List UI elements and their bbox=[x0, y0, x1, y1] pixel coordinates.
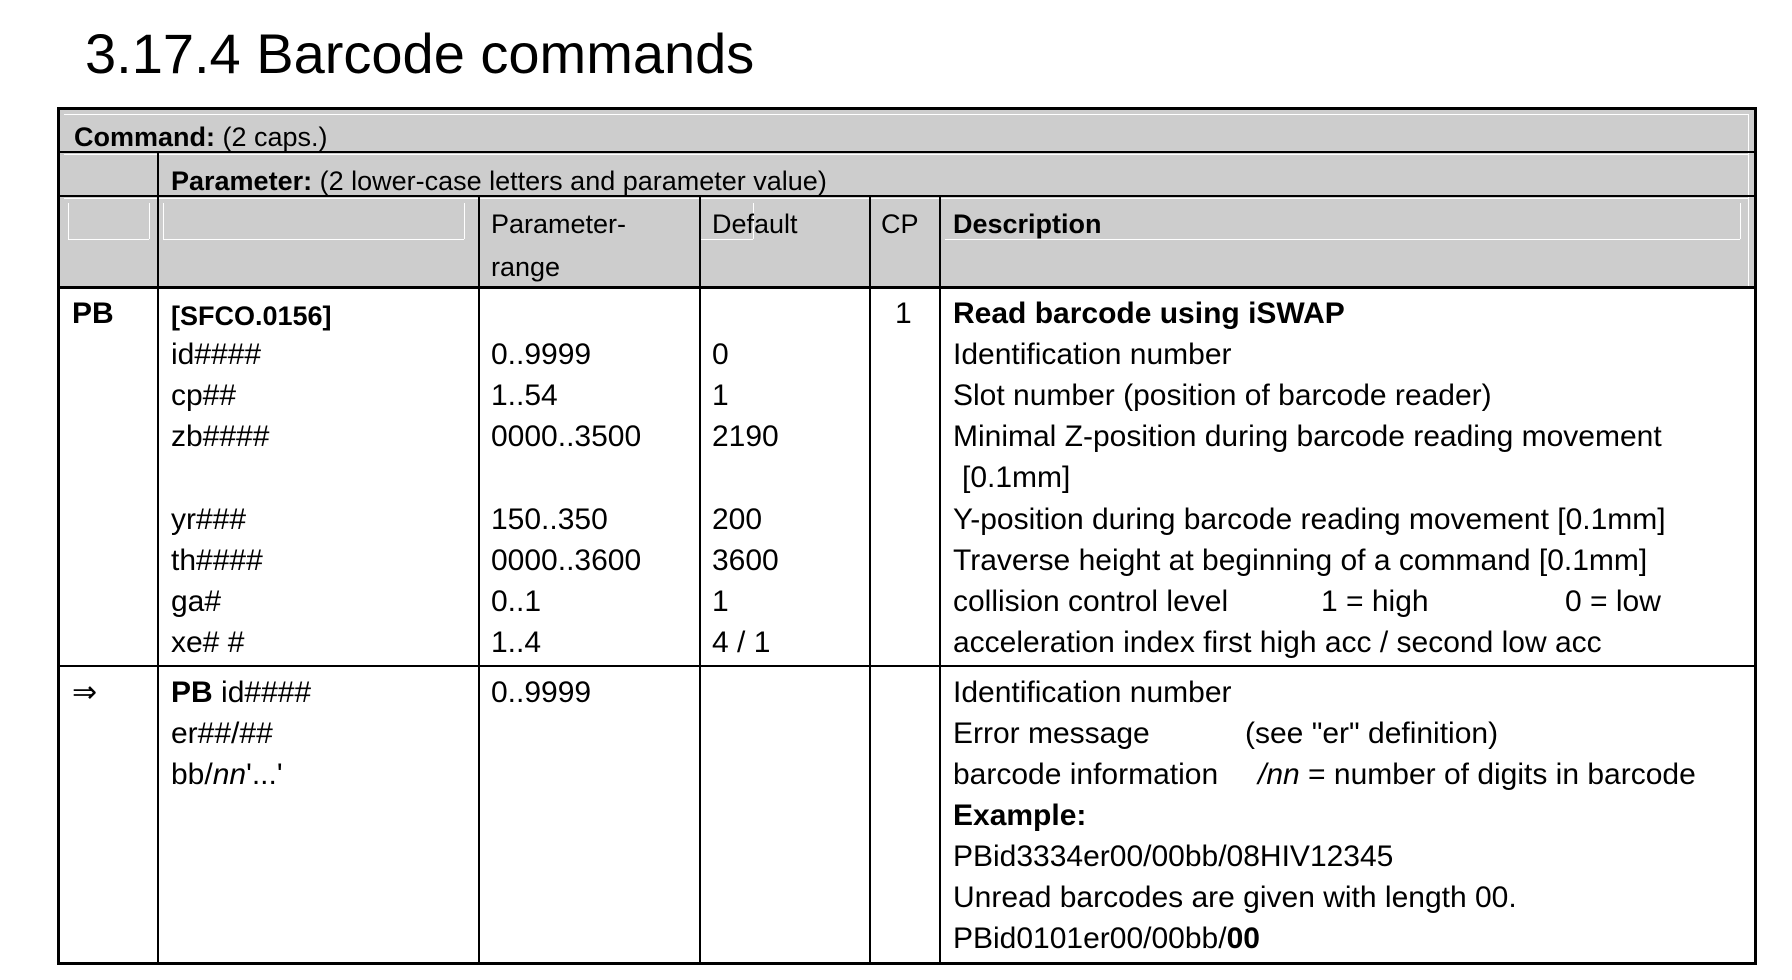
column-header-range: range bbox=[491, 252, 561, 282]
example-label: Example: bbox=[953, 799, 1087, 832]
header-inner-line bbox=[1748, 114, 1749, 286]
command-note: (2 caps.) bbox=[222, 122, 328, 152]
param-description: acceleration index first high acc / second low acc bbox=[953, 626, 1602, 659]
param-default: 3600 bbox=[712, 544, 779, 577]
column-header-range: Parameter- bbox=[491, 209, 627, 239]
parameter-label: Parameter: bbox=[171, 166, 313, 196]
response-id-range: 0..9999 bbox=[491, 676, 592, 709]
header-inner-line bbox=[1740, 203, 1741, 239]
section-number: 3.17.4 bbox=[85, 22, 241, 85]
param-description: Minimal Z-position during barcode reading movement bbox=[953, 420, 1662, 453]
example-line bbox=[953, 918, 1260, 959]
param-name: ga# bbox=[171, 585, 222, 618]
example2-bold: 00 bbox=[1226, 922, 1260, 955]
column-separator bbox=[478, 197, 480, 962]
response-arrow-icon: ⇒ bbox=[72, 676, 98, 709]
command-label: Command: bbox=[74, 122, 215, 152]
param-name: th#### bbox=[171, 544, 263, 577]
header-inner-line bbox=[64, 114, 1749, 115]
command-header bbox=[74, 120, 328, 154]
column-separator bbox=[869, 197, 871, 962]
header-inner-line bbox=[163, 239, 464, 240]
param-option-high: 1 = high bbox=[1321, 585, 1429, 618]
parameter-header bbox=[171, 164, 827, 198]
column-separator bbox=[157, 151, 159, 962]
param-range: 0..9999 bbox=[491, 338, 592, 371]
example-line: PBid3334er00/00bb/08HIV12345 bbox=[953, 840, 1394, 873]
column-header-default: Default bbox=[712, 209, 798, 239]
param-range: 1..4 bbox=[491, 626, 542, 659]
param-range: 0000..3500 bbox=[491, 420, 642, 453]
response-code: PB bbox=[171, 676, 213, 709]
barcode-command-table bbox=[57, 107, 1757, 965]
param-range: 150..350 bbox=[491, 503, 608, 536]
param-name: cp## bbox=[171, 379, 237, 412]
response-er-note: (see "er" definition) bbox=[1245, 717, 1499, 750]
response-er-description: Error message bbox=[953, 717, 1150, 750]
param-default: 1 bbox=[712, 585, 729, 618]
param-default: 2190 bbox=[712, 420, 779, 453]
command-summary: Read barcode using iSWAP bbox=[953, 297, 1345, 330]
response-id-description: Identification number bbox=[953, 676, 1232, 709]
response-bb-note bbox=[1258, 754, 1696, 795]
param-description: Identification number bbox=[953, 338, 1232, 371]
command-code: PB bbox=[72, 297, 114, 330]
response-bb-param bbox=[171, 754, 283, 795]
param-description: Y-position during barcode reading movement [0.1mm] bbox=[953, 503, 1666, 536]
header-inner-line bbox=[464, 203, 465, 239]
column-separator bbox=[939, 197, 941, 962]
row-separator bbox=[60, 286, 1754, 289]
section-title: Barcode commands bbox=[256, 22, 755, 85]
param-range: 0..1 bbox=[491, 585, 542, 618]
column-header-cp: CP bbox=[881, 209, 919, 239]
param-description-continued: [0.1mm] bbox=[962, 461, 1071, 494]
command-reference: [SFCO.0156] bbox=[171, 301, 332, 331]
param-description: collision control level bbox=[953, 585, 1229, 618]
param-default: 4 / 1 bbox=[712, 626, 771, 659]
column-separator bbox=[699, 197, 701, 962]
param-default: 0 bbox=[712, 338, 729, 371]
param-range: 1..54 bbox=[491, 379, 558, 412]
response-er-param: er##/## bbox=[171, 717, 273, 750]
response-id-name: id#### bbox=[221, 676, 312, 709]
param-name: xe# # bbox=[171, 626, 245, 659]
command-cp: 1 bbox=[895, 297, 912, 330]
param-range: 0000..3600 bbox=[491, 544, 642, 577]
bb-note-text: = number of digits in barcode bbox=[1299, 758, 1696, 791]
header-inner-line bbox=[64, 198, 1749, 199]
example2-prefix: PBid0101er00/00bb/ bbox=[953, 922, 1227, 955]
response-bb-description: barcode information bbox=[953, 758, 1219, 791]
param-default: 1 bbox=[712, 379, 729, 412]
param-description: Traverse height at beginning of a command [0.1mm] bbox=[953, 544, 1648, 577]
header-inner-line bbox=[149, 203, 150, 239]
param-option-low: 0 = low bbox=[1565, 585, 1661, 618]
parameter-note: (2 lower-case letters and parameter value) bbox=[319, 166, 827, 196]
bb-prefix: bb/ bbox=[171, 758, 213, 791]
column-header-description: Description bbox=[953, 209, 1102, 239]
page-title bbox=[85, 22, 754, 86]
bb-note-italic: /nn bbox=[1258, 758, 1300, 791]
header-inner-line bbox=[64, 154, 1749, 155]
param-name: zb#### bbox=[171, 420, 270, 453]
param-name: id#### bbox=[171, 338, 262, 371]
header-inner-line bbox=[68, 203, 69, 239]
header-inner-line bbox=[163, 203, 164, 239]
param-default: 200 bbox=[712, 503, 763, 536]
example-note: Unread barcodes are given with length 00. bbox=[953, 881, 1517, 914]
param-description: Slot number (position of barcode reader) bbox=[953, 379, 1492, 412]
header-inner-line bbox=[68, 239, 149, 240]
response-id-param bbox=[171, 672, 311, 713]
row-separator bbox=[60, 665, 1754, 667]
bb-italic: nn bbox=[212, 758, 247, 791]
param-name: yr### bbox=[171, 503, 247, 536]
bb-suffix: '...' bbox=[246, 758, 283, 791]
